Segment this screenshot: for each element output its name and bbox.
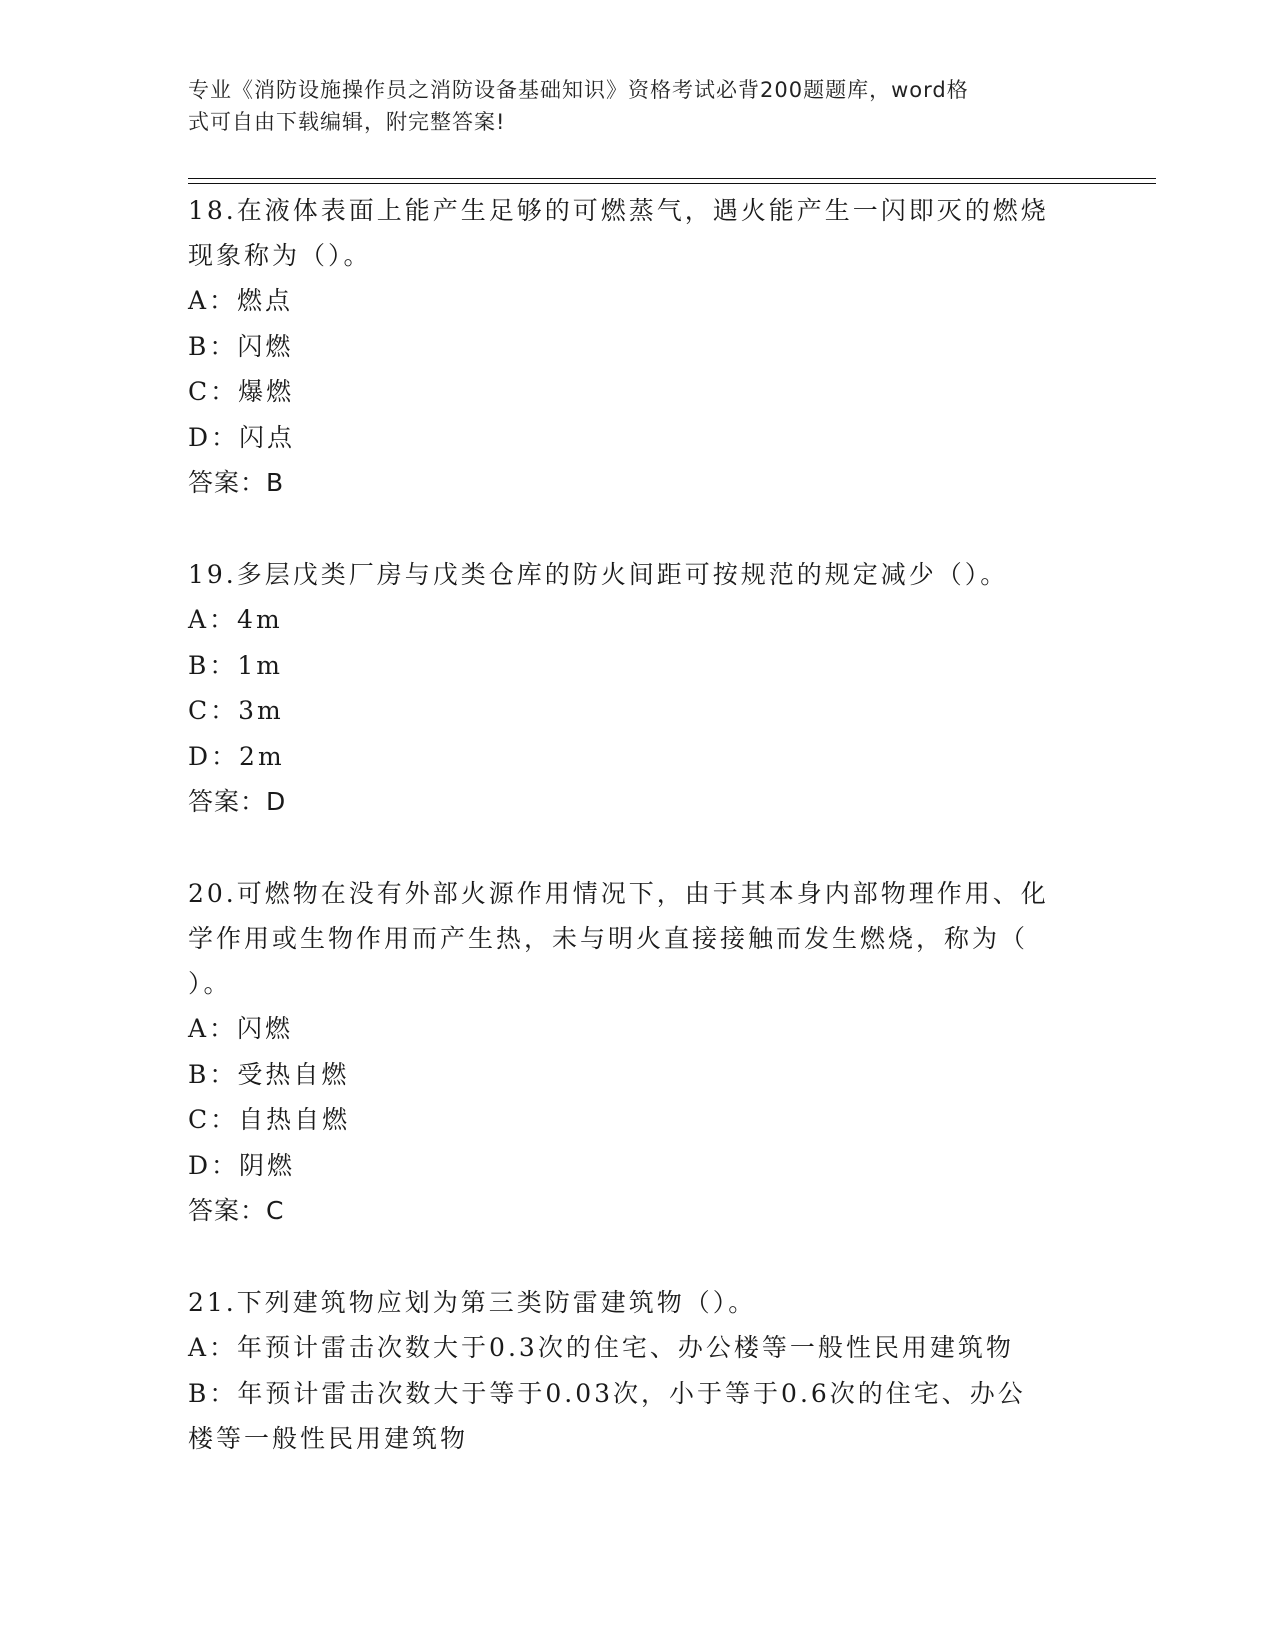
header-rule-top (188, 178, 1156, 179)
question-stem: 18.在液体表面上能产生足够的可燃蒸气，遇火能产生一闪即灭的燃烧 (188, 196, 1049, 225)
option-c: C：爆燃 (188, 377, 295, 406)
question-stem: 21.下列建筑物应划为第三类防雷建筑物（）。 (188, 1288, 757, 1317)
question-18 (188, 188, 1088, 505)
option-c: C：自热自燃 (188, 1105, 351, 1134)
option-a: A：年预计雷击次数大于0.3次的住宅、办公楼等一般性民用建筑物 (188, 1333, 1014, 1362)
option-d: D：阴燃 (188, 1150, 296, 1180)
option-b: B：1m (188, 650, 283, 680)
header-rule-bottom (188, 183, 1156, 184)
question-spacer (188, 1233, 1088, 1280)
option-b-continued: 楼等一般性民用建筑物 (188, 1424, 469, 1453)
question-spacer (188, 824, 1088, 871)
answer-line: 答案：B (188, 468, 285, 497)
question-19 (188, 552, 1088, 824)
document-header (188, 74, 1068, 138)
answer-line: 答案：C (188, 1196, 285, 1225)
header-line-1: 专业《消防设施操作员之消防设备基础知识》资格考试必背200题题库，word格 (188, 78, 969, 102)
option-a: A：闪燃 (188, 1014, 294, 1043)
option-d: D：闪点 (188, 422, 296, 452)
question-21 (188, 1280, 1088, 1462)
option-c: C：3m (188, 696, 284, 725)
option-a: A：4m (188, 605, 283, 634)
option-d: D：2m (188, 741, 285, 771)
question-list (188, 188, 1088, 1462)
option-b: B：年预计雷击次数大于等于0.03次，小于等于0.6次的住宅、办公 (188, 1378, 1026, 1408)
option-b: B：受热自燃 (188, 1059, 350, 1089)
answer-line: 答案：D (188, 787, 287, 816)
question-stem: 现象称为（）。 (188, 241, 372, 270)
question-spacer (188, 505, 1088, 552)
question-stem: ）。 (188, 969, 232, 998)
header-line-2: 式可自由下载编辑，附完整答案! (188, 110, 506, 134)
option-b: B：闪燃 (188, 331, 294, 361)
question-20 (188, 871, 1088, 1233)
option-a: A：燃点 (188, 286, 294, 315)
question-stem: 20.可燃物在没有外部火源作用情况下，由于其本身内部物理作用、化 (188, 879, 1049, 908)
question-stem: 19.多层戊类厂房与戊类仓库的防火间距可按规范的规定减少（）。 (188, 560, 1009, 589)
question-stem: 学作用或生物作用而产生热，未与明火直接接触而发生燃烧，称为（ (188, 924, 1029, 953)
